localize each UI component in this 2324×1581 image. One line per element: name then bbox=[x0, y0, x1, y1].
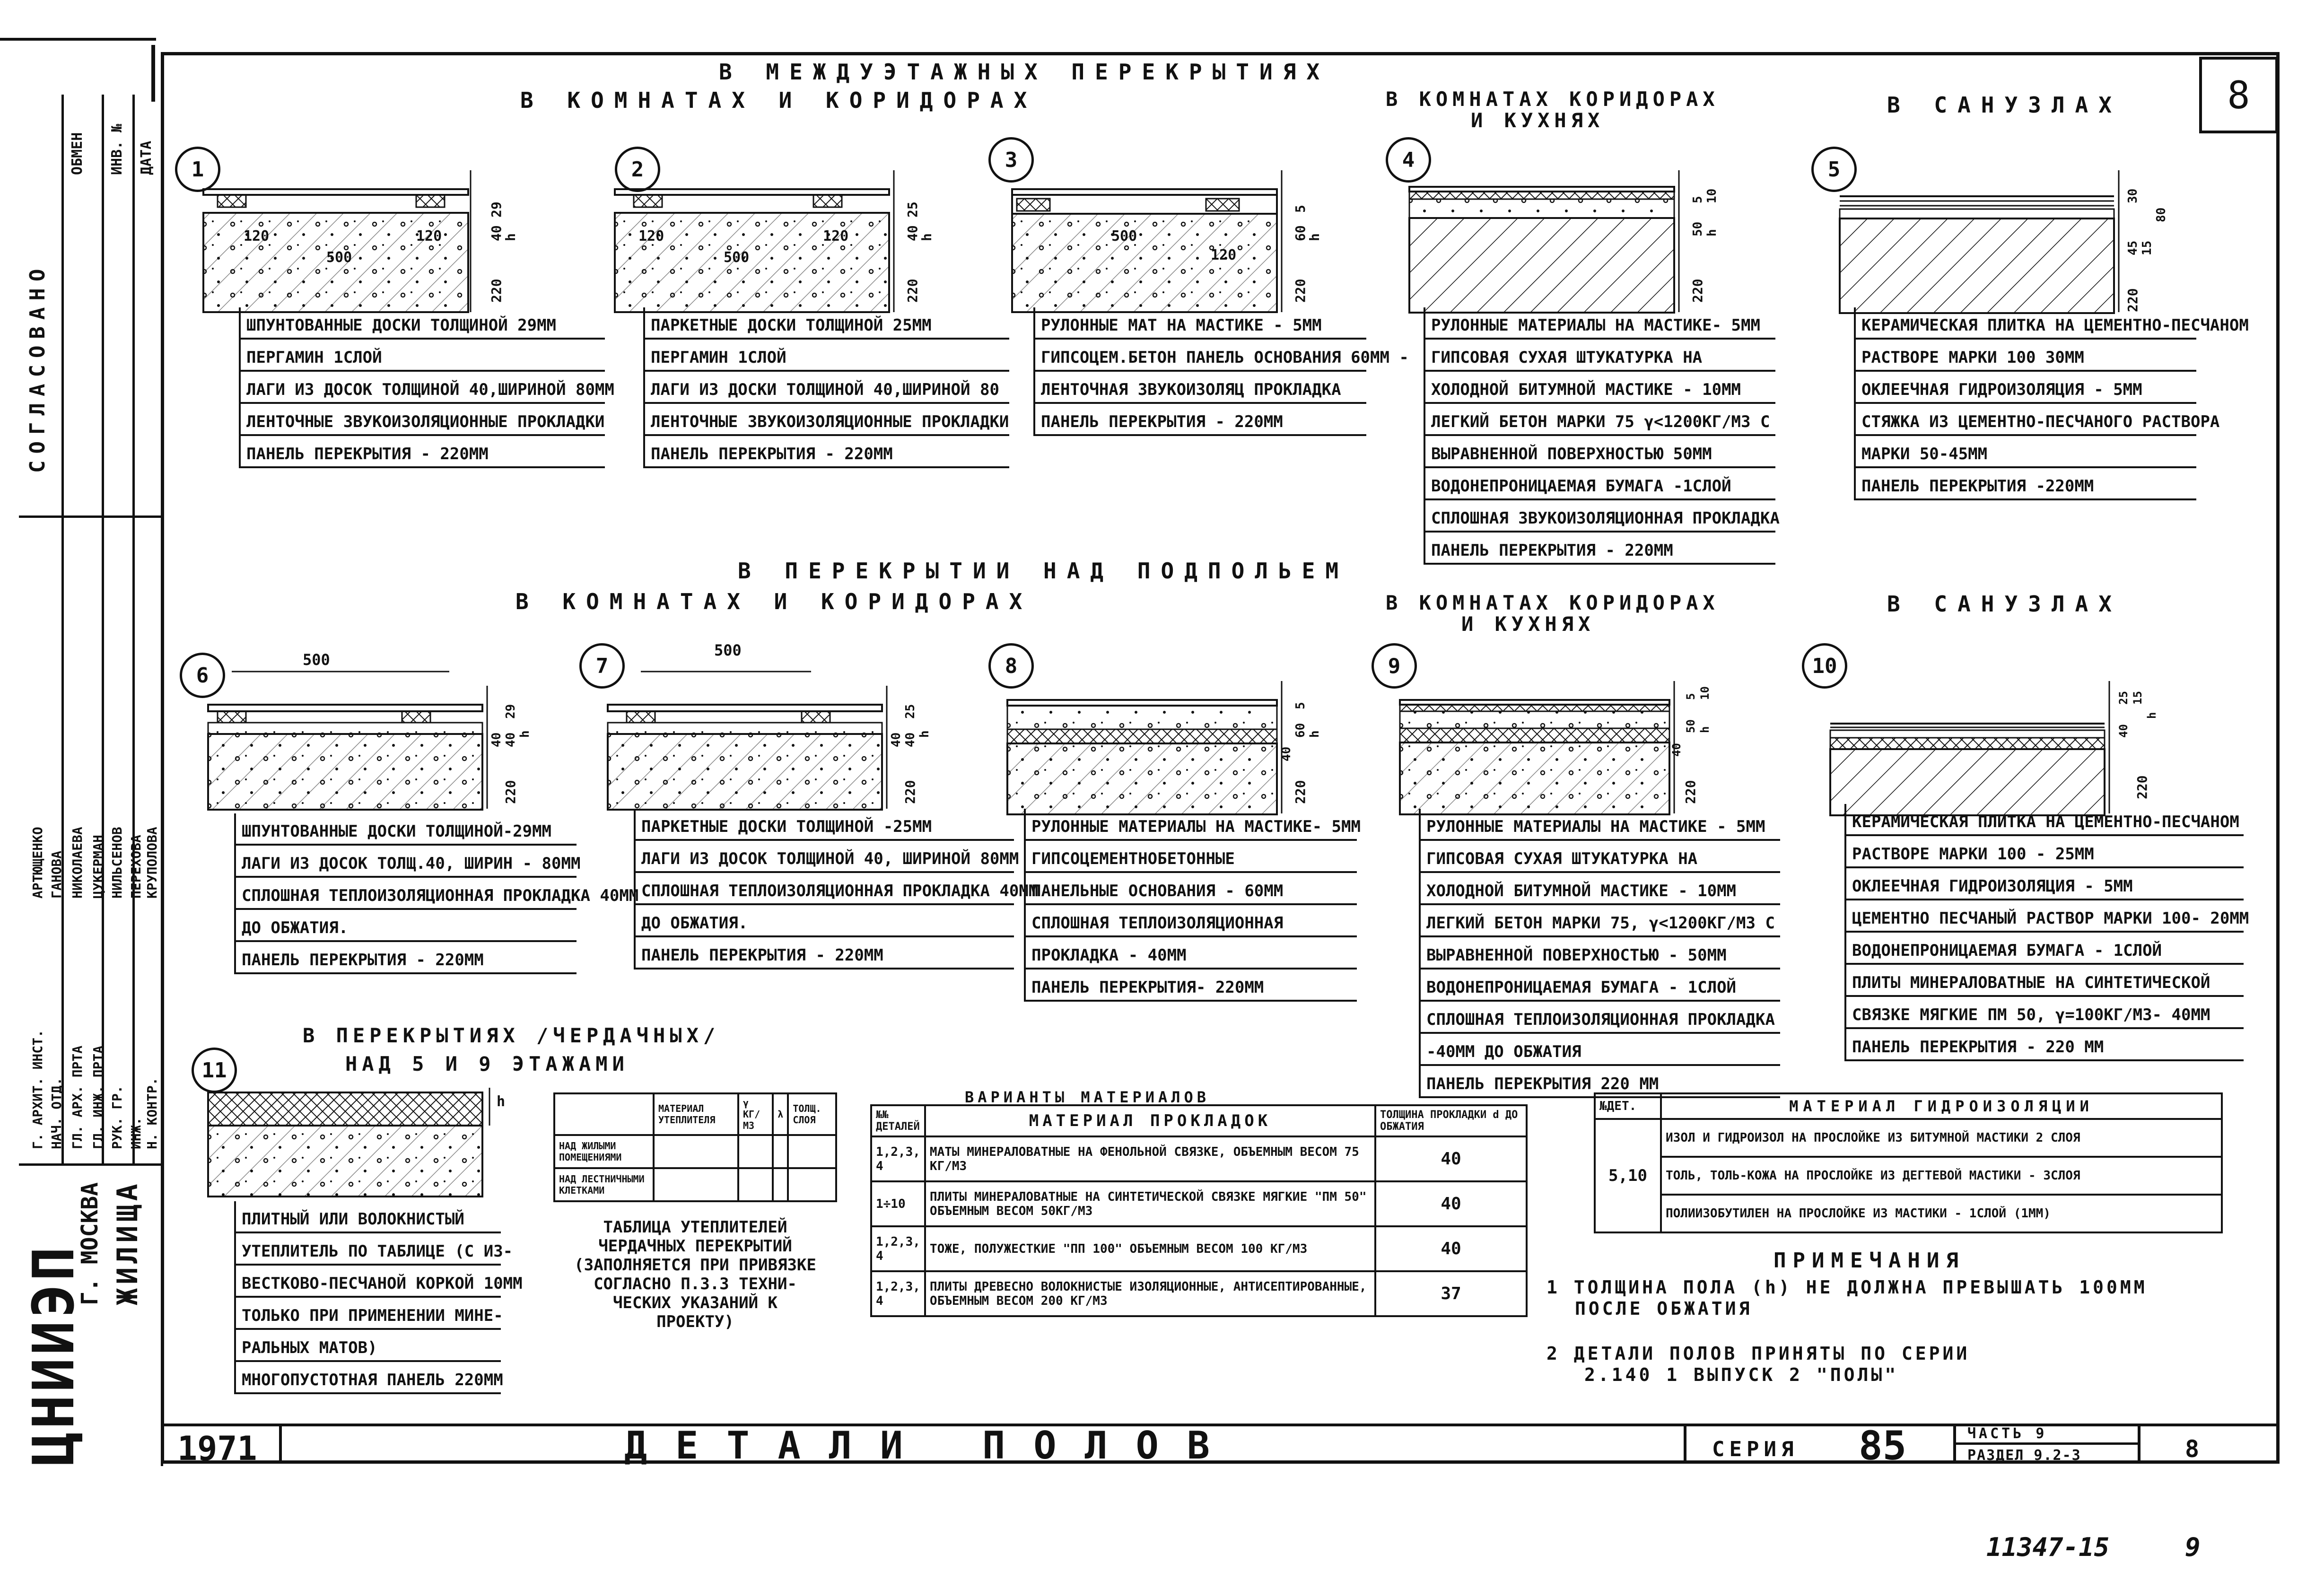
detail-9-dim-3: 50 bbox=[1684, 719, 1697, 733]
mat-cell: 40 bbox=[1375, 1226, 1527, 1271]
layer: ПАНЕЛЬ ПЕРЕКРЫТИЯ - 220ММ bbox=[645, 436, 1009, 468]
ins-cell bbox=[654, 1168, 738, 1201]
rooms-kitchens-heading-1: В КОМНАТАХ КОРИДОРАХ bbox=[1386, 87, 1720, 111]
detail-4-layers bbox=[1424, 307, 1780, 565]
layer: ЦЕМЕНТНО ПЕСЧАНЫЙ РАСТВОР МАРКИ 100- 20ММ bbox=[1846, 900, 2244, 933]
stamp-top-line bbox=[0, 38, 156, 41]
ins-header: λ bbox=[773, 1093, 788, 1135]
layer: КЕРАМИЧЕСКАЯ ПЛИТКА НА ЦЕМЕНТНО-ПЕСЧАНОМ bbox=[1856, 307, 2196, 340]
layer: ПЕРГАМИН 1СЛОЙ bbox=[241, 340, 605, 372]
materials-table bbox=[870, 1104, 1528, 1317]
detail-2-span-1: 120 bbox=[638, 228, 664, 245]
layer: СТЯЖКА ИЗ ЦЕМЕНТНО-ПЕСЧАНОГО РАСТВОРА bbox=[1856, 404, 2196, 436]
exchange-label: ОБМЕН bbox=[69, 132, 86, 175]
detail-2-section bbox=[610, 170, 903, 322]
layer: ПЛИТНЫЙ ИЛИ ВОЛОКНИСТЫЙ bbox=[236, 1201, 501, 1233]
table-row bbox=[871, 1271, 1527, 1316]
detail-7-dim-3: 40 bbox=[903, 732, 917, 747]
ins-header: ТОЛЩ. СЛОЯ bbox=[788, 1093, 836, 1135]
layer: ЛАГИ ИЗ ДОСОК ТОЛЩИНОЙ 40,ШИРИНОЙ 80ММ bbox=[241, 372, 605, 404]
layer: ОКЛЕЕЧНАЯ ГИДРОИЗОЛЯЦИЯ - 5ММ bbox=[1846, 868, 2244, 900]
name-7: КРУПОЛОВА bbox=[144, 827, 160, 899]
mat-cell: МАТЫ МИНЕРАЛОВАТНЫЕ НА ФЕНОЛЬНОЙ СВЯЗКЕ, ОБЪЕМНЫМ ВЕСОМ 75 КГ/М3 bbox=[925, 1136, 1375, 1181]
layer: ПАНЕЛЬ ПЕРЕКРЫТИЯ 220 ММ bbox=[1421, 1066, 1780, 1098]
rooms-kitchens-heading-2: И КУХНЯХ bbox=[1471, 109, 1605, 132]
layer: -40ММ ДО ОБЖАТИЯ bbox=[1421, 1034, 1780, 1066]
layer: ЛЕНТОЧНЫЕ ЗВУКОИЗОЛЯЦИОННЫЕ ПРОКЛАДКИ bbox=[645, 404, 1009, 436]
detail-7-section bbox=[603, 657, 906, 813]
layer: ШПУНТОВАННЫЕ ДОСКИ ТОЛЩИНОЙ 29ММ bbox=[241, 307, 605, 340]
caption-line: ЧЕРДАЧНЫХ ПЕРЕКРЫТИЙ bbox=[598, 1237, 792, 1256]
detail-6-layers bbox=[234, 813, 639, 974]
wp-header: №ДЕТ. bbox=[1595, 1093, 1661, 1119]
name-6: ПЕРЕХОВА bbox=[128, 835, 144, 899]
mat-cell: 1,2,3, 4 bbox=[871, 1136, 925, 1181]
mat-header: МАТЕРИАЛ ПРОКЛАДОК bbox=[925, 1105, 1375, 1136]
detail-1-dim-2: 40 bbox=[489, 225, 504, 241]
role-2: НАЧ. ОТД. bbox=[49, 1077, 64, 1149]
mat-cell: 40 bbox=[1375, 1136, 1527, 1181]
detail-1-span-3: 120 bbox=[416, 228, 442, 245]
detail-2-span-2: 500 bbox=[724, 249, 750, 266]
mat-cell: ТОЖЕ, ПОЛУЖЕСТКИЕ "ПП 100" ОБЪЕМНЫМ ВЕСОМ 100 КГ/М3 bbox=[925, 1226, 1375, 1271]
wp-header: МАТЕРИАЛ ГИДРОИЗОЛЯЦИИ bbox=[1661, 1093, 2222, 1119]
table-row bbox=[871, 1226, 1527, 1271]
layer: ПАНЕЛЬНЫЕ ОСНОВАНИЯ - 60ММ bbox=[1026, 873, 1357, 905]
detail-4-dim-1: 5 bbox=[1691, 196, 1705, 203]
layer: ОКЛЕЕЧНАЯ ГИДРОИЗОЛЯЦИЯ - 5ММ bbox=[1856, 372, 2196, 404]
detail-9-dim-6: 220 bbox=[1683, 780, 1698, 804]
layer: ГИПСОВАЯ СУХАЯ ШТУКАТУРКА НА bbox=[1425, 340, 1775, 372]
title-block-divider bbox=[1684, 1424, 1686, 1464]
layer: ШПУНТОВАННЫЕ ДОСКИ ТОЛЩИНОЙ-29ММ bbox=[236, 813, 577, 846]
ins-cell bbox=[788, 1135, 836, 1168]
detail-10-dim-1: 25 bbox=[2117, 691, 2130, 705]
mat-cell: ПЛИТЫ ДРЕВЕСНО ВОЛОКНИСТЫЕ ИЗОЛЯЦИОННЫЕ, АНТИСЕПТИРОВАННЫЕ, ОБЪЕМНЫМ ВЕСОМ 200 КГ/М3 bbox=[925, 1271, 1375, 1316]
detail-7-dim-4: h bbox=[917, 730, 932, 738]
attic-heading-2: НАД 5 И 9 ЭТАЖАМИ bbox=[345, 1052, 629, 1075]
layer: КЕРАМИЧЕСКАЯ ПЛИТКА НА ЦЕМЕНТНО-ПЕСЧАНОМ bbox=[1846, 804, 2244, 836]
layer: РУЛОННЫЕ МАТЕРИАЛЫ НА МАСТИКЕ- 5ММ bbox=[1425, 307, 1775, 340]
page-number: 9 bbox=[2185, 1532, 2201, 1562]
detail-10-layers bbox=[1844, 804, 2249, 1061]
detail-10-dim-4: h bbox=[2145, 712, 2158, 719]
detail-number-3: 3 bbox=[988, 137, 1034, 183]
detail-1-span-2: 500 bbox=[326, 249, 352, 266]
name-4: ЦУКЕРМАН bbox=[90, 835, 106, 899]
detail-3-dim-1: 5 bbox=[1293, 205, 1308, 213]
detail-5-layers bbox=[1854, 307, 2249, 500]
detail-number-10: 10 bbox=[1802, 643, 1847, 689]
detail-6-dim-4: h bbox=[518, 730, 532, 738]
wp-cell: ИЗОЛ И ГИДРОИЗОЛ НА ПРОСЛОЙКЕ ИЗ БИТУМНОЙ МАСТИКИ 2 СЛОЯ bbox=[1661, 1119, 2222, 1157]
detail-number-11: 11 bbox=[192, 1048, 237, 1093]
detail-4-dim-4: h bbox=[1705, 229, 1719, 236]
detail-1-dim-1: 29 bbox=[489, 201, 504, 218]
layer: ГИПСОЦЕМЕНТНОБЕТОННЫЕ bbox=[1026, 841, 1357, 873]
layer: ПАРКЕТНЫЕ ДОСКИ ТОЛЩИНОЙ 25ММ bbox=[645, 307, 1009, 340]
bathrooms-heading: В САНУЗЛАХ bbox=[1887, 92, 2122, 118]
ins-cell: НАД ЖИЛЫМИ ПОМЕЩЕНИЯМИ bbox=[554, 1135, 654, 1168]
layer: ЛЕНТОЧНЫЕ ЗВУКОИЗОЛЯЦИОННЫЕ ПРОКЛАДКИ bbox=[241, 404, 605, 436]
interfloor-heading: В МЕЖДУЭТАЖНЫХ ПЕРЕКРЫТИЯХ bbox=[719, 59, 1330, 85]
year: 1971 bbox=[177, 1429, 257, 1468]
part-label: ЧАСТЬ 9 bbox=[1967, 1425, 2047, 1442]
layer: ЛАГИ ИЗ ДОСКИ ТОЛЩИНОЙ 40,ШИРИНОЙ 80 bbox=[645, 372, 1009, 404]
sheet-number-bottom: 8 bbox=[2185, 1435, 2200, 1463]
waterproof-table bbox=[1594, 1092, 2223, 1233]
caption-line: ТАБЛИЦА УТЕПЛИТЕЛЕЙ bbox=[603, 1218, 787, 1237]
layer: РУЛОННЫЕ МАТ НА МАСТИКЕ - 5ММ bbox=[1035, 307, 1366, 340]
detail-number-2: 2 bbox=[615, 147, 660, 192]
city: Г. МОСКВА bbox=[77, 1182, 103, 1305]
caption-line: ПРОЕКТУ) bbox=[656, 1312, 734, 1331]
layer: ПЛИТЫ МИНЕРАЛОВАТНЫЕ НА СИНТЕТИЧЕСКОЙ bbox=[1846, 965, 2244, 997]
layer: ХОЛОДНОЙ БИТУМНОЙ МАСТИКЕ - 10ММ bbox=[1421, 873, 1780, 905]
mat-cell: ПЛИТЫ МИНЕРАЛОВАТНЫЕ НА СИНТЕТИЧЕСКОЙ СВЯЗКЕ МЯГКИЕ "ПМ 50" ОБЪЕМНЫМ ВЕСОМ 50КГ/М3 bbox=[925, 1181, 1375, 1226]
note-2: 2 ДЕТАЛИ ПОЛОВ ПРИНЯТЫ ПО СЕРИИ bbox=[1546, 1343, 1970, 1364]
detail-number-6: 6 bbox=[180, 653, 225, 698]
layer: РУЛОННЫЕ МАТЕРИАЛЫ НА МАСТИКЕ - 5ММ bbox=[1421, 809, 1780, 841]
role-3: ГЛ. АРХ. ПРТА bbox=[70, 1045, 85, 1149]
detail-8-dim-2: 60 bbox=[1293, 723, 1308, 738]
rooms-corridors-heading: В КОМНАТАХ И КОРИДОРАХ bbox=[520, 87, 1038, 113]
detail-1-dim-4: 220 bbox=[489, 279, 504, 303]
org-name: ЖИЛИЩА bbox=[111, 1180, 144, 1305]
layer: ПАНЕЛЬ ПЕРЕКРЫТИЯ - 220ММ bbox=[236, 942, 577, 974]
detail-1-dim-3: h bbox=[503, 233, 518, 241]
mat-cell: 37 bbox=[1375, 1271, 1527, 1316]
date-label: ДАТА bbox=[138, 140, 155, 175]
layer: ХОЛОДНОЙ БИТУМНОЙ МАСТИКЕ - 10ММ bbox=[1425, 372, 1775, 404]
detail-2-dim-1: 25 bbox=[905, 201, 920, 218]
layer: ПАНЕЛЬ ПЕРЕКРЫТИЯ - 220ММ bbox=[636, 937, 1014, 970]
table-row bbox=[554, 1168, 836, 1201]
detail-3-layers bbox=[1033, 307, 1409, 436]
mat-cell: 40 bbox=[1375, 1181, 1527, 1226]
detail-3-dim-2: 60 bbox=[1293, 225, 1308, 241]
detail-3-dim-3: h bbox=[1307, 233, 1322, 241]
detail-6-dim-5: 220 bbox=[503, 780, 518, 804]
sheet-number: 8 bbox=[2227, 73, 2250, 117]
detail-3-section bbox=[1007, 170, 1291, 322]
layer: ПРОКЛАДКА - 40ММ bbox=[1026, 937, 1357, 970]
attic-heading-1: В ПЕРЕКРЫТИЯХ /ЧЕРДАЧНЫХ/ bbox=[303, 1024, 720, 1047]
detail-11-dim: h bbox=[497, 1093, 506, 1110]
layer: ВЫРАВНЕННОЙ ПОВЕРХНОСТЬЮ - 50ММ bbox=[1421, 937, 1780, 970]
detail-6-dim-2: 40 bbox=[489, 732, 504, 747]
layer: РУЛОННЫЕ МАТЕРИАЛЫ НА МАСТИКЕ- 5ММ bbox=[1026, 809, 1357, 841]
detail-10-dim-3: 40 bbox=[2117, 724, 2130, 738]
frame-tick bbox=[151, 45, 155, 102]
detail-8-dim-5: 220 bbox=[1293, 780, 1308, 804]
section-label: РАЗДЕЛ 9.2-3 bbox=[1967, 1447, 2081, 1464]
note-1-cont: ПОСЛЕ ОБЖАТИЯ bbox=[1575, 1298, 1753, 1319]
detail-2-dim-2: 40 bbox=[905, 225, 920, 241]
ins-header bbox=[554, 1093, 654, 1135]
detail-1-section bbox=[199, 170, 482, 322]
detail-5-dim-3: 15 bbox=[2140, 240, 2154, 255]
ins-cell: НАД ЛЕСТНИЧНЫМИ КЛЕТКАМИ bbox=[554, 1168, 654, 1201]
layer: ЛЕГКИЙ БЕТОН МАРКИ 75 γ<1200КГ/М3 С bbox=[1425, 404, 1775, 436]
layer: СПЛОШНАЯ ТЕПЛОИЗОЛЯЦИОННАЯ ПРОКЛАДКА 40ММ bbox=[636, 873, 1014, 905]
layer: ЛЕГКИЙ БЕТОН МАРКИ 75, γ<1200КГ/М3 С bbox=[1421, 905, 1780, 937]
detail-1-span-1: 120 bbox=[244, 228, 270, 245]
detail-8-dim-1: 5 bbox=[1293, 702, 1308, 709]
archive-number: 11347-15 bbox=[1986, 1532, 2110, 1562]
detail-6-section bbox=[203, 657, 506, 813]
detail-8-dim-4: h bbox=[1308, 730, 1322, 738]
ins-cell bbox=[788, 1168, 836, 1201]
rooms-kitchens-b-heading-1: В КОМНАТАХ КОРИДОРАХ bbox=[1386, 591, 1720, 614]
detail-5-dim-1: 30 bbox=[2126, 188, 2140, 203]
ins-cell bbox=[654, 1135, 738, 1168]
detail-6-span: 500 bbox=[303, 651, 330, 669]
layer: ЛЕНТОЧНАЯ ЗВУКОИЗОЛЯЦ ПРОКЛАДКА bbox=[1035, 372, 1366, 404]
layer: ПАНЕЛЬ ПЕРЕКРЫТИЯ - 220 ММ bbox=[1846, 1029, 2244, 1061]
mat-header: №№ ДЕТАЛЕЙ bbox=[871, 1105, 925, 1136]
detail-4-dim-5: 220 bbox=[1690, 279, 1705, 303]
note-2-cont: 2.140 1 ВЫПУСК 2 "ПОЛЫ" bbox=[1584, 1364, 1899, 1385]
detail-10-section bbox=[1826, 672, 2128, 818]
detail-8-section bbox=[1003, 672, 1296, 818]
ins-cell bbox=[773, 1135, 788, 1168]
detail-2-dim-3: h bbox=[919, 233, 935, 241]
ins-header: γ КГ/М3 bbox=[738, 1093, 773, 1135]
layer: СПЛОШНАЯ ЗВУКОИЗОЛЯЦИОННАЯ ПРОКЛАДКА bbox=[1425, 500, 1775, 533]
layer: ТОЛЬКО ПРИ ПРИМЕНЕНИИ МИНЕ- bbox=[236, 1298, 501, 1330]
table-row bbox=[1595, 1119, 2222, 1157]
wp-cell: ПОЛИИЗОБУТИЛЕН НА ПРОСЛОЙКЕ ИЗ МАСТИКИ - 1СЛОЙ (1ММ) bbox=[1661, 1195, 2222, 1232]
layer: ЛАГИ ИЗ ДОСОК ТОЛЩИНОЙ 40, ШИРИНОЙ 80ММ bbox=[636, 841, 1014, 873]
detail-number-8: 8 bbox=[988, 643, 1034, 689]
mat-cell: 1÷10 bbox=[871, 1181, 925, 1226]
detail-9-section bbox=[1395, 672, 1688, 818]
name-1: АРТЮЩЕНКО bbox=[30, 827, 45, 899]
layer: ПАНЕЛЬ ПЕРЕКРЫТИЯ- 220ММ bbox=[1026, 970, 1357, 1002]
detail-9-dim-4: 40 bbox=[1670, 743, 1683, 757]
sheet-number-box bbox=[2199, 57, 2278, 133]
caption-line: (ЗАПОЛНЯЕТСЯ ПРИ ПРИВЯЗКЕ bbox=[574, 1256, 816, 1275]
insulation-caption bbox=[549, 1218, 842, 1331]
layer: МАРКИ 50-45ММ bbox=[1856, 436, 2196, 468]
detail-9-layers bbox=[1419, 809, 1780, 1098]
ins-cell bbox=[773, 1168, 788, 1201]
detail-5-section bbox=[1835, 170, 2138, 322]
basement-heading: В ПЕРЕКРЫТИИ НАД ПОДПОЛЬЕМ bbox=[738, 558, 1349, 584]
name-3: НИКОЛАЕВА bbox=[70, 827, 85, 899]
detail-2-dim-4: 220 bbox=[905, 279, 920, 303]
detail-3-dim-4: 220 bbox=[1293, 279, 1308, 303]
layer: ВОДОНЕПРОНИЦАЕМАЯ БУМАГА -1СЛОЙ bbox=[1425, 468, 1775, 500]
detail-5-dim-5: 220 bbox=[2125, 288, 2141, 312]
layer: РАСТВОРЕ МАРКИ 100 - 25ММ bbox=[1846, 836, 2244, 868]
title-block-divider bbox=[279, 1424, 282, 1464]
detail-9-dim-5: h bbox=[1698, 726, 1712, 733]
layer: ГИПСОЦЕМ.БЕТОН ПАНЕЛЬ ОСНОВАНИЯ 60ММ - bbox=[1035, 340, 1366, 372]
sheet-title: ДЕТАЛИ ПОЛОВ bbox=[624, 1424, 1238, 1467]
layer: ПАНЕЛЬ ПЕРЕКРЫТИЯ -220ММ bbox=[1856, 468, 2196, 500]
detail-8-dim-3: 40 bbox=[1279, 746, 1293, 761]
layer: ПАРКЕТНЫЕ ДОСКИ ТОЛЩИНОЙ -25ММ bbox=[636, 809, 1014, 841]
caption-line: ЧЕСКИХ УКАЗАНИЙ К bbox=[613, 1293, 778, 1312]
detail-number-9: 9 bbox=[1372, 643, 1417, 689]
role-7: Н. КОНТР. bbox=[144, 1077, 160, 1149]
layer: СПЛОШНАЯ ТЕПЛОИЗОЛЯЦИОННАЯ bbox=[1026, 905, 1357, 937]
detail-6-dim-1: 29 bbox=[504, 704, 518, 719]
role-1: Г. АРХИТ. ИНСТ. bbox=[30, 1030, 45, 1149]
layer: СПЛОШНАЯ ТЕПЛОИЗОЛЯЦИОННАЯ ПРОКЛАДКА bbox=[1421, 1002, 1780, 1034]
name-2: ГАНОВА bbox=[49, 850, 64, 899]
inv-label: ИНВ. № bbox=[109, 123, 125, 175]
ins-cell bbox=[738, 1168, 773, 1201]
detail-number-1: 1 bbox=[175, 147, 220, 192]
mat-cell: 1,2,3, 4 bbox=[871, 1226, 925, 1271]
layer: ПЕРГАМИН 1СЛОЙ bbox=[645, 340, 1009, 372]
wp-cell: ТОЛЬ, ТОЛЬ-КОЖА НА ПРОСЛОЙКЕ ИЗ ДЕГТЕВОЙ МАСТИКИ - 3СЛОЯ bbox=[1661, 1157, 2222, 1195]
detail-5-dim-2: 45 bbox=[2126, 240, 2140, 255]
layer: РАЛЬНЫХ МАТОВ) bbox=[236, 1330, 501, 1362]
layer: МНОГОПУСТОТНАЯ ПАНЕЛЬ 220ММ bbox=[236, 1362, 501, 1394]
detail-4-dim-2: 10 bbox=[1705, 188, 1719, 203]
detail-1-layers bbox=[239, 307, 614, 468]
note-1: 1 ТОЛЩИНА ПОЛА (h) НЕ ДОЛЖНА ПРЕВЫШАТЬ 100ММ bbox=[1546, 1277, 2148, 1298]
table-row bbox=[1595, 1195, 2222, 1232]
role-4: ГЛ. ИНЖ. ПРТА bbox=[90, 1045, 106, 1149]
layer: СВЯЗКЕ МЯГКИЕ ПМ 50, γ=100КГ/М3- 40ММ bbox=[1846, 997, 2244, 1029]
layer: ВЕСТКОВО-ПЕСЧАНОЙ КОРКОЙ 10ММ bbox=[236, 1266, 501, 1298]
detail-7-dim-1: 25 bbox=[903, 704, 917, 719]
detail-7-dim-5: 220 bbox=[902, 780, 918, 804]
materials-table-title: ВАРИАНТЫ МАТЕРИАЛОВ bbox=[965, 1088, 1210, 1106]
name-5: НИЛЬСЕНОВ bbox=[109, 827, 125, 899]
detail-number-4: 4 bbox=[1386, 137, 1431, 183]
detail-11-section bbox=[203, 1083, 506, 1206]
insulation-table bbox=[553, 1092, 837, 1202]
wp-detail: 5,10 bbox=[1595, 1119, 1661, 1232]
layer: ВЫРАВНЕННОЙ ПОВЕРХНОСТЬЮ 50ММ bbox=[1425, 436, 1775, 468]
layer: ПАНЕЛЬ ПЕРЕКРЫТИЯ - 220ММ bbox=[1035, 404, 1366, 436]
rooms-kitchens-b-heading-2: И КУХНЯХ bbox=[1461, 612, 1595, 636]
layer: ДО ОБЖАТИЯ. bbox=[636, 905, 1014, 937]
rooms-corridors-b-heading: В КОМНАТАХ И КОРИДОРАХ bbox=[515, 589, 1033, 614]
detail-7-layers bbox=[634, 809, 1039, 970]
layer: ВОДОНЕПРОНИЦАЕМАЯ БУМАГА - 1СЛОЙ bbox=[1421, 970, 1780, 1002]
detail-10-dim-5: 220 bbox=[2134, 775, 2150, 799]
detail-11-layers bbox=[234, 1201, 523, 1394]
detail-2-span-3: 120 bbox=[823, 228, 849, 245]
role-6: ИНЖ. bbox=[128, 1117, 144, 1149]
layer: СПЛОШНАЯ ТЕПЛОИЗОЛЯЦИОННАЯ ПРОКЛАДКА 40ММ bbox=[236, 878, 577, 910]
title-block-divider bbox=[2138, 1424, 2141, 1464]
notes-title: ПРИМЕЧАНИЯ bbox=[1774, 1249, 1965, 1273]
detail-4-dim-3: 50 bbox=[1691, 221, 1705, 236]
detail-7-span: 500 bbox=[714, 641, 742, 659]
detail-8-layers bbox=[1024, 809, 1361, 1002]
detail-10-dim-2: 15 bbox=[2131, 691, 2144, 705]
bathrooms-b-heading: В САНУЗЛАХ bbox=[1887, 591, 2122, 617]
detail-2-layers bbox=[643, 307, 1009, 468]
detail-number-5: 5 bbox=[1811, 147, 1857, 192]
detail-6-dim-3: 40 bbox=[504, 732, 518, 747]
detail-3-span-2: 120 bbox=[1211, 247, 1237, 263]
layer: ПАНЕЛЬ ПЕРЕКРЫТИЯ - 220ММ bbox=[241, 436, 605, 468]
org-logo: ЦНИИЭП bbox=[21, 1244, 87, 1466]
table-row bbox=[871, 1181, 1527, 1226]
detail-9-dim-1: 5 bbox=[1684, 693, 1697, 700]
table-row bbox=[871, 1136, 1527, 1181]
detail-7-dim-2: 40 bbox=[889, 732, 903, 747]
layer: УТЕПЛИТЕЛЬ ПО ТАБЛИЦЕ (С ИЗ- bbox=[236, 1233, 501, 1266]
ins-cell bbox=[738, 1135, 773, 1168]
role-5: РУК. ГР. bbox=[109, 1085, 125, 1149]
series-number: 85 bbox=[1859, 1423, 1907, 1469]
layer: ПАНЕЛЬ ПЕРЕКРЫТИЯ - 220ММ bbox=[1425, 533, 1775, 565]
agreed-label: СОГЛАСОВАНО bbox=[26, 262, 50, 473]
detail-4-section bbox=[1405, 170, 1688, 322]
detail-number-7: 7 bbox=[579, 643, 625, 689]
layer: ГИПСОВАЯ СУХАЯ ШТУКАТУРКА НА bbox=[1421, 841, 1780, 873]
mat-header: ТОЛЩИНА ПРОКЛАДКИ d ДО ОБЖАТИЯ bbox=[1375, 1105, 1527, 1136]
layer: ДО ОБЖАТИЯ. bbox=[236, 910, 577, 942]
detail-9-dim-2: 10 bbox=[1698, 686, 1712, 700]
side-stamp bbox=[19, 95, 161, 1466]
series-label: СЕРИЯ bbox=[1712, 1437, 1799, 1461]
table-row bbox=[554, 1135, 836, 1168]
detail-5-dim-4: 80 bbox=[2154, 207, 2168, 222]
mat-cell: 1,2,3, 4 bbox=[871, 1271, 925, 1316]
detail-3-span-1: 500 bbox=[1111, 228, 1137, 245]
layer: РАСТВОРЕ МАРКИ 100 30ММ bbox=[1856, 340, 2196, 372]
ins-header: МАТЕРИАЛ УТЕПЛИТЕЛЯ bbox=[654, 1093, 738, 1135]
caption-line: СОГЛАСНО П.3.3 ТЕХНИ- bbox=[594, 1275, 797, 1293]
layer: ВОДОНЕПРОНИЦАЕМАЯ БУМАГА - 1СЛОЙ bbox=[1846, 933, 2244, 965]
layer: ЛАГИ ИЗ ДОСОК ТОЛЩ.40, ШИРИН - 80ММ bbox=[236, 846, 577, 878]
table-row bbox=[1595, 1157, 2222, 1195]
